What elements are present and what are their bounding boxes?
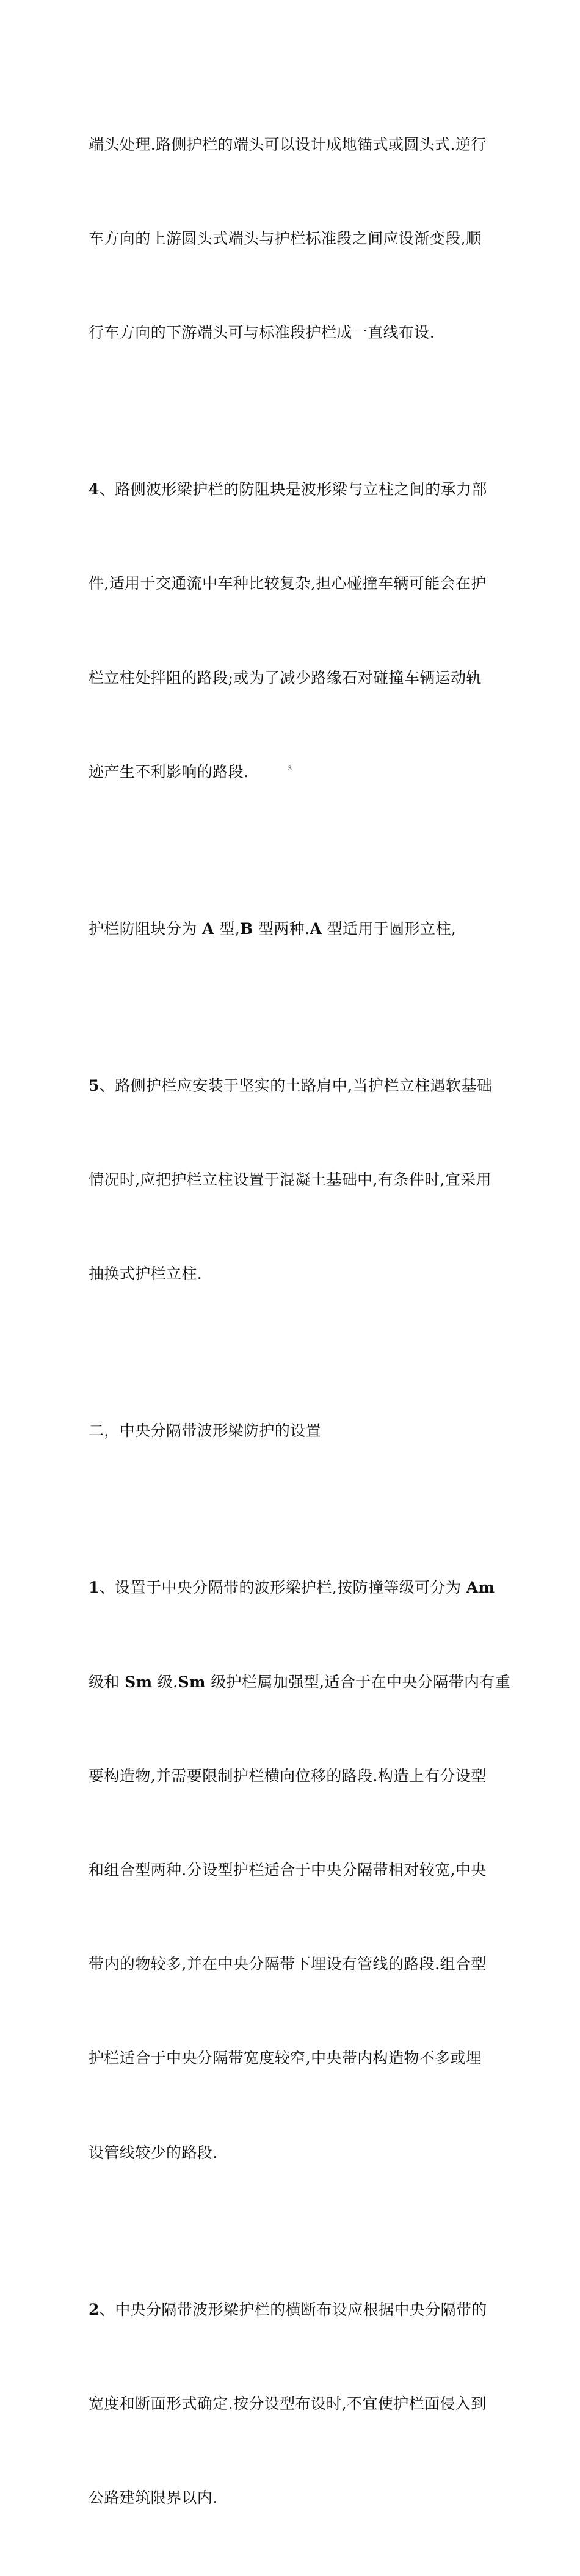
latin-token: 2 [89, 2300, 100, 2318]
latin-token: Sm [125, 1673, 153, 1691]
paragraph-item-1-median-classes [89, 1510, 511, 2231]
text-line: 端头处理.路侧护栏的端头可以设计成地锚式或圆头式.逆行 [89, 135, 487, 153]
document-body [89, 66, 511, 2576]
text-line: 1、设置于中央分隔带的波形梁护栏,按防撞等级可分为 Am [89, 1579, 495, 1597]
paragraph-end-treatment [89, 66, 495, 411]
text-line: 2、中央分隔带波形梁护栏的横断布设应根据中央分隔带的 [89, 2300, 487, 2318]
text-line: 设管线较少的路段. [89, 2143, 218, 2162]
latin-token: Am [466, 1579, 495, 1597]
latin-token: 5 [89, 1076, 100, 1094]
paragraph-item-5-installation [89, 1007, 495, 1352]
text-line: 宽度和断面形式确定.按分设型布设时,不宜使护栏面侵入到 [89, 2394, 487, 2412]
paragraph-item-4-blockout [89, 411, 495, 850]
text-line: 带内的物较多,并在中央分隔带下埋设有管线的路段.组合型 [89, 1955, 487, 1974]
page-number: 3 [288, 764, 292, 772]
text-line: 和组合型两种.分设型护栏适合于中央分隔带相对较宽,中央 [89, 1861, 487, 1879]
text-line: 护栏防阻块分为 A 型,B 型两种.A 型适用于圆形立柱, [89, 919, 457, 938]
paragraph-item-2-median-layout [89, 2231, 495, 2576]
paragraph-blockout-types [89, 850, 495, 1007]
text-line: 抽换式护栏立柱. [89, 1265, 203, 1283]
text-line: 行车方向的下游端头可与标准段护栏成一直线布设. [89, 324, 435, 342]
text-line: 件,适用于交通流中车种比较复杂,担心碰撞车辆可能会在护 [89, 574, 487, 593]
latin-token: Sm [178, 1673, 206, 1691]
text-line: 护栏适合于中央分隔带宽度较窄,中央带内构造物不多或埋 [89, 2049, 482, 2068]
section-heading: 二，中央分隔带波形梁防护的设置 [89, 1422, 322, 1440]
text-line: 情况时,应把护栏立柱设置于混凝土基础中,有条件时,宜采用 [89, 1171, 492, 1189]
latin-token: B [240, 919, 253, 938]
text-line: 公路建筑限界以内. [89, 2488, 218, 2506]
text-line: 车方向的上游圆头式端头与护栏标准段之间应设渐变段,顺 [89, 230, 482, 248]
section-heading-median [89, 1352, 495, 1509]
text-line: 栏立柱处拌阻的路段;或为了减少路缘石对碰撞车辆运动轨 [89, 668, 482, 687]
latin-token: 4 [89, 480, 100, 499]
text-line: 级和 Sm 级.Sm 级护栏属加强型,适合于在中央分隔带内有重 [89, 1673, 511, 1691]
text-line: 5、路侧护栏应安装于坚实的土路肩中,当护栏立柱遇软基础 [89, 1076, 493, 1094]
text-line: 迹产生不利影响的路段. [89, 762, 249, 781]
latin-token: 1 [89, 1579, 100, 1597]
latin-token: A [202, 919, 214, 938]
text-line: 要构造物,并需要限制护栏横向位移的路段.构造上有分设型 [89, 1767, 487, 1785]
text-line: 4、路侧波形梁护栏的防阻块是波形梁与立柱之间的承力部 [89, 480, 487, 499]
latin-token: A [310, 919, 322, 938]
